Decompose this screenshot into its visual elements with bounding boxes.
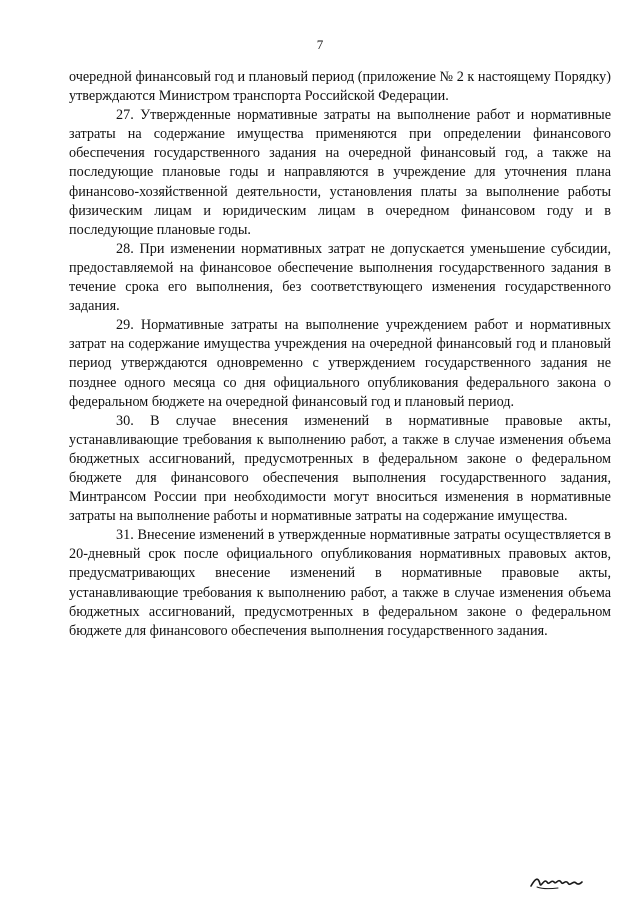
paragraph-29: 29. Нормативные затраты на выполнение учреждением работ и нормативных затрат на содержание имущества учреждения на очередной финансовый год и плановый период утверждаются одновременно с утверждением государственного задания не позднее одного месяца со дня официального опубликования федерального закона о федеральном бюджете на очередной финансовый год и плановый период. [69, 317, 611, 410]
handwritten-initials [528, 870, 584, 892]
document-body [69, 68, 611, 641]
page-number: 7 [316, 37, 324, 52]
paragraph-27: 27. Утвержденные нормативные затраты на выполнение работ и нормативные затраты на содержание имущества применяются при определении финансового обеспечения государственного задания на очередной финансовый год, а также на последующие плановые годы и направляются в учреждение для уточнения плана финансово-хозяйственной деятельности, установления платы за выполнение работы физическим лицам и юридическим лицам в очередном финансовом году и в последующие плановые годы. [69, 107, 611, 238]
paragraph-28: 28. При изменении нормативных затрат не допускается уменьшение субсидии, предоставляемой на финансовое обеспечение выполнения государственного задания в течение срока его выполнения, без соответствующего изменения государственного задания. [69, 240, 611, 315]
paragraph-31: 31. Внесение изменений в утвержденные нормативные затраты осуществляется в 20-дневный срок после официального опубликования нормативных правовых актов, предусматривающих внесение изменений в нормативные правовые акты, устанавливающие требования к выполнению работ, а также в случае изменения объема бюджетных ассигнований, предусмотренных в федеральном законе о федеральном бюджете для финансового обеспечения выполнения государственного задания. [69, 527, 611, 639]
paragraph-30: 30. В случае внесения изменений в нормативные правовые акты, устанавливающие требования к выполнению работ, а также в случае изменения объема бюджетных ассигнований, предусмотренных в федеральном законе о федеральном бюджете для финансового обеспечения выполнения государственного задания, Минтрансом России при необходимости могут вноситься изменения в нормативные затраты на выполнение работы и нормативные затраты на содержание имущества. [69, 412, 611, 525]
continuation-paragraph: очередной финансовый год и плановый период (приложение № 2 к настоящему Порядку) утверждаются Министром транспорта Российской Федерации. [69, 69, 611, 105]
